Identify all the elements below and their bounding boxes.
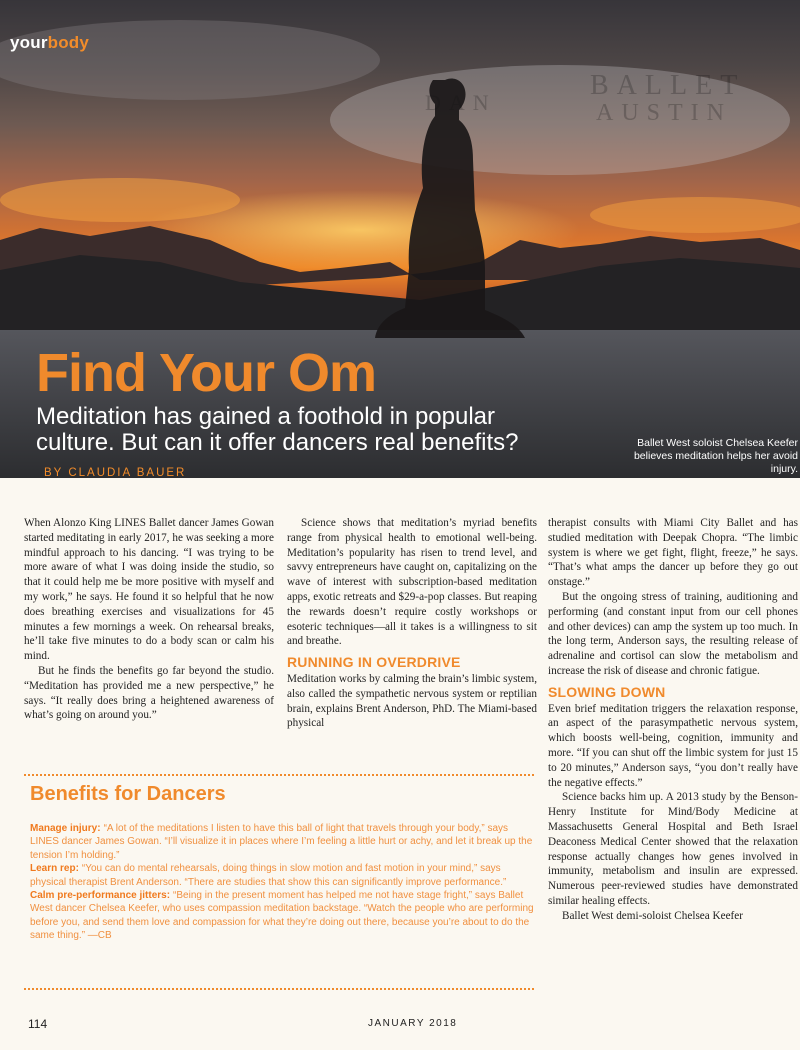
background-sign-text: BALLET [590,70,746,101]
page-number: 114 [28,1017,48,1031]
body-paragraph: Meditation works by calming the brain’s limbic system, also called the sympathetic nervous system or reptilian brain, explains Brent Anderson, PhD. The Miami-based physical [287,672,537,730]
sidebar-box [30,822,535,943]
sidebar-item [30,862,535,889]
body-paragraph: When Alonzo King LINES Ballet dancer James Gowan started meditating in early 2017, he was seeking a more mindful approach to his dancing. “I was trying to be more aware of what I was doing inside the studio, so that it could help me be more positive with myself and my work,” he says. He found it so helpful that he now does breathing exercises and visualizations for 45 minutes a few mornings a week. On rehearsal breaks, he’ll take five minutes to do a body scan or calm his mind. [24,517,274,663]
body-paragraph: But the ongoing stress of training, auditioning and performing (and constant input from our cell phones and other devices) can amp the system up too much. In the long term, Anderson says, the resulting release of adrenaline and cortisol can slow the metabolism and increase the risk of disease and chronic fatigue. [548,590,798,677]
deck-text: Meditation has gained a foothold in popular culture. But can it offer dancers real benefits? [36,403,519,456]
sidebar-divider-bottom [24,988,534,990]
body-column-2 [287,516,537,731]
body-paragraph: therapist consults with Miami City Ballet and has studied meditation with Deepak Chopra. “The limbic system is where we get fight, flight, freeze,” he says. “That’s what amps the dancer up before they go out onstage.” [548,517,798,589]
photo-caption: Ballet West soloist Chelsea Keefer believes meditation helps her avoid injury. [633,437,798,475]
body-column-1 [24,516,274,723]
sidebar-title: Benefits for Dancers [30,783,226,805]
section-kicker [10,33,89,53]
sidebar-item-label: Learn rep: [30,863,79,875]
body-column-3 [548,516,798,924]
body-paragraph: Ballet West demi-soloist Chelsea Keefer [562,909,743,922]
issue-date: JANUARY 2018 [368,1018,458,1029]
hero-photo [0,0,800,478]
section-name: body [47,33,90,52]
byline: BY CLAUDIA BAUER [44,467,187,478]
body-paragraph: But he finds the benefits go far beyond the studio. “Meditation has provided me a new perspective,” he says. “It really does bring a heightened awareness of what’s going on around you.” [24,664,274,722]
sidebar-item-text: “Being in the present moment has helped me not have stage fright,” says Ballet West dancer Chelsea Keefer, who uses compassion meditation backstage. “Watch the people who are performing before you, and send them love and compassion for what they’re doing out there, because you’re about to do the same thing.” —CB [30,890,534,942]
sidebar-item-label: Calm pre-performance jitters: [30,890,171,902]
sidebar-item-text: “You can do mental rehearsals, doing things in slow motion and fast motion in your mind,” says physical therapist Brent Anderson. “There are studies that show this can significantly improve performance.” [30,863,507,888]
section-prefix: your [10,33,48,52]
sidebar-item-text: “A lot of the meditations I listen to have this ball of light that travels through your body,” says LINES dancer James Gowan. “I’ll visualize it in places where I’m feeling a little hurt or achy, and let it break up the tension I’m holding.” [30,823,533,861]
background-sign-text-3: DAN [425,90,497,115]
sidebar-divider-top [24,774,534,776]
sidebar-item [30,822,535,862]
article-headline: Find Your Om [36,343,377,403]
body-paragraph: Even brief meditation triggers the relaxation response, an aspect of the parasympathetic nervous system, which boosts well-being, cognition, immunity and more. “If you can shut off the limbic system for just 15 to 20 minutes,” Anderson says, “you don’t really have the negative effects.” [548,702,798,789]
subhead-slowing-down: SLOWING DOWN [548,683,666,700]
sidebar-item-label: Manage injury: [30,823,101,834]
subhead-running-in-overdrive: RUNNING IN OVERDRIVE [287,654,461,671]
body-paragraph: Science shows that meditation’s myriad benefits range from physical health to emotional well-being. Meditation’s popularity has risen to trend level, and savvy entrepreneurs have caught on, capitalizing on the wave of interest with subscription-based meditation apps, exotic retreats and $29-a-pop classes. But reaping the rewards doesn’t require costly workshops or esoteric techniques—all it takes is a willingness to sit and breathe. [287,517,537,648]
sidebar-item [30,889,535,943]
article-deck [36,404,536,478]
background-sign-text-2: AUSTIN [596,100,732,126]
body-paragraph: Science backs him up. A 2013 study by the Benson-Henry Institute for Mind/Body Medicine at Massachusetts General Hospital and Beth Israel Deaconess Medical Center showed that the relaxation response actually changes how genes involved in immunity, metabolism and insulin are expressed. Numerous peer-reviewed studies have demonstrated similar healing effects. [548,791,798,907]
